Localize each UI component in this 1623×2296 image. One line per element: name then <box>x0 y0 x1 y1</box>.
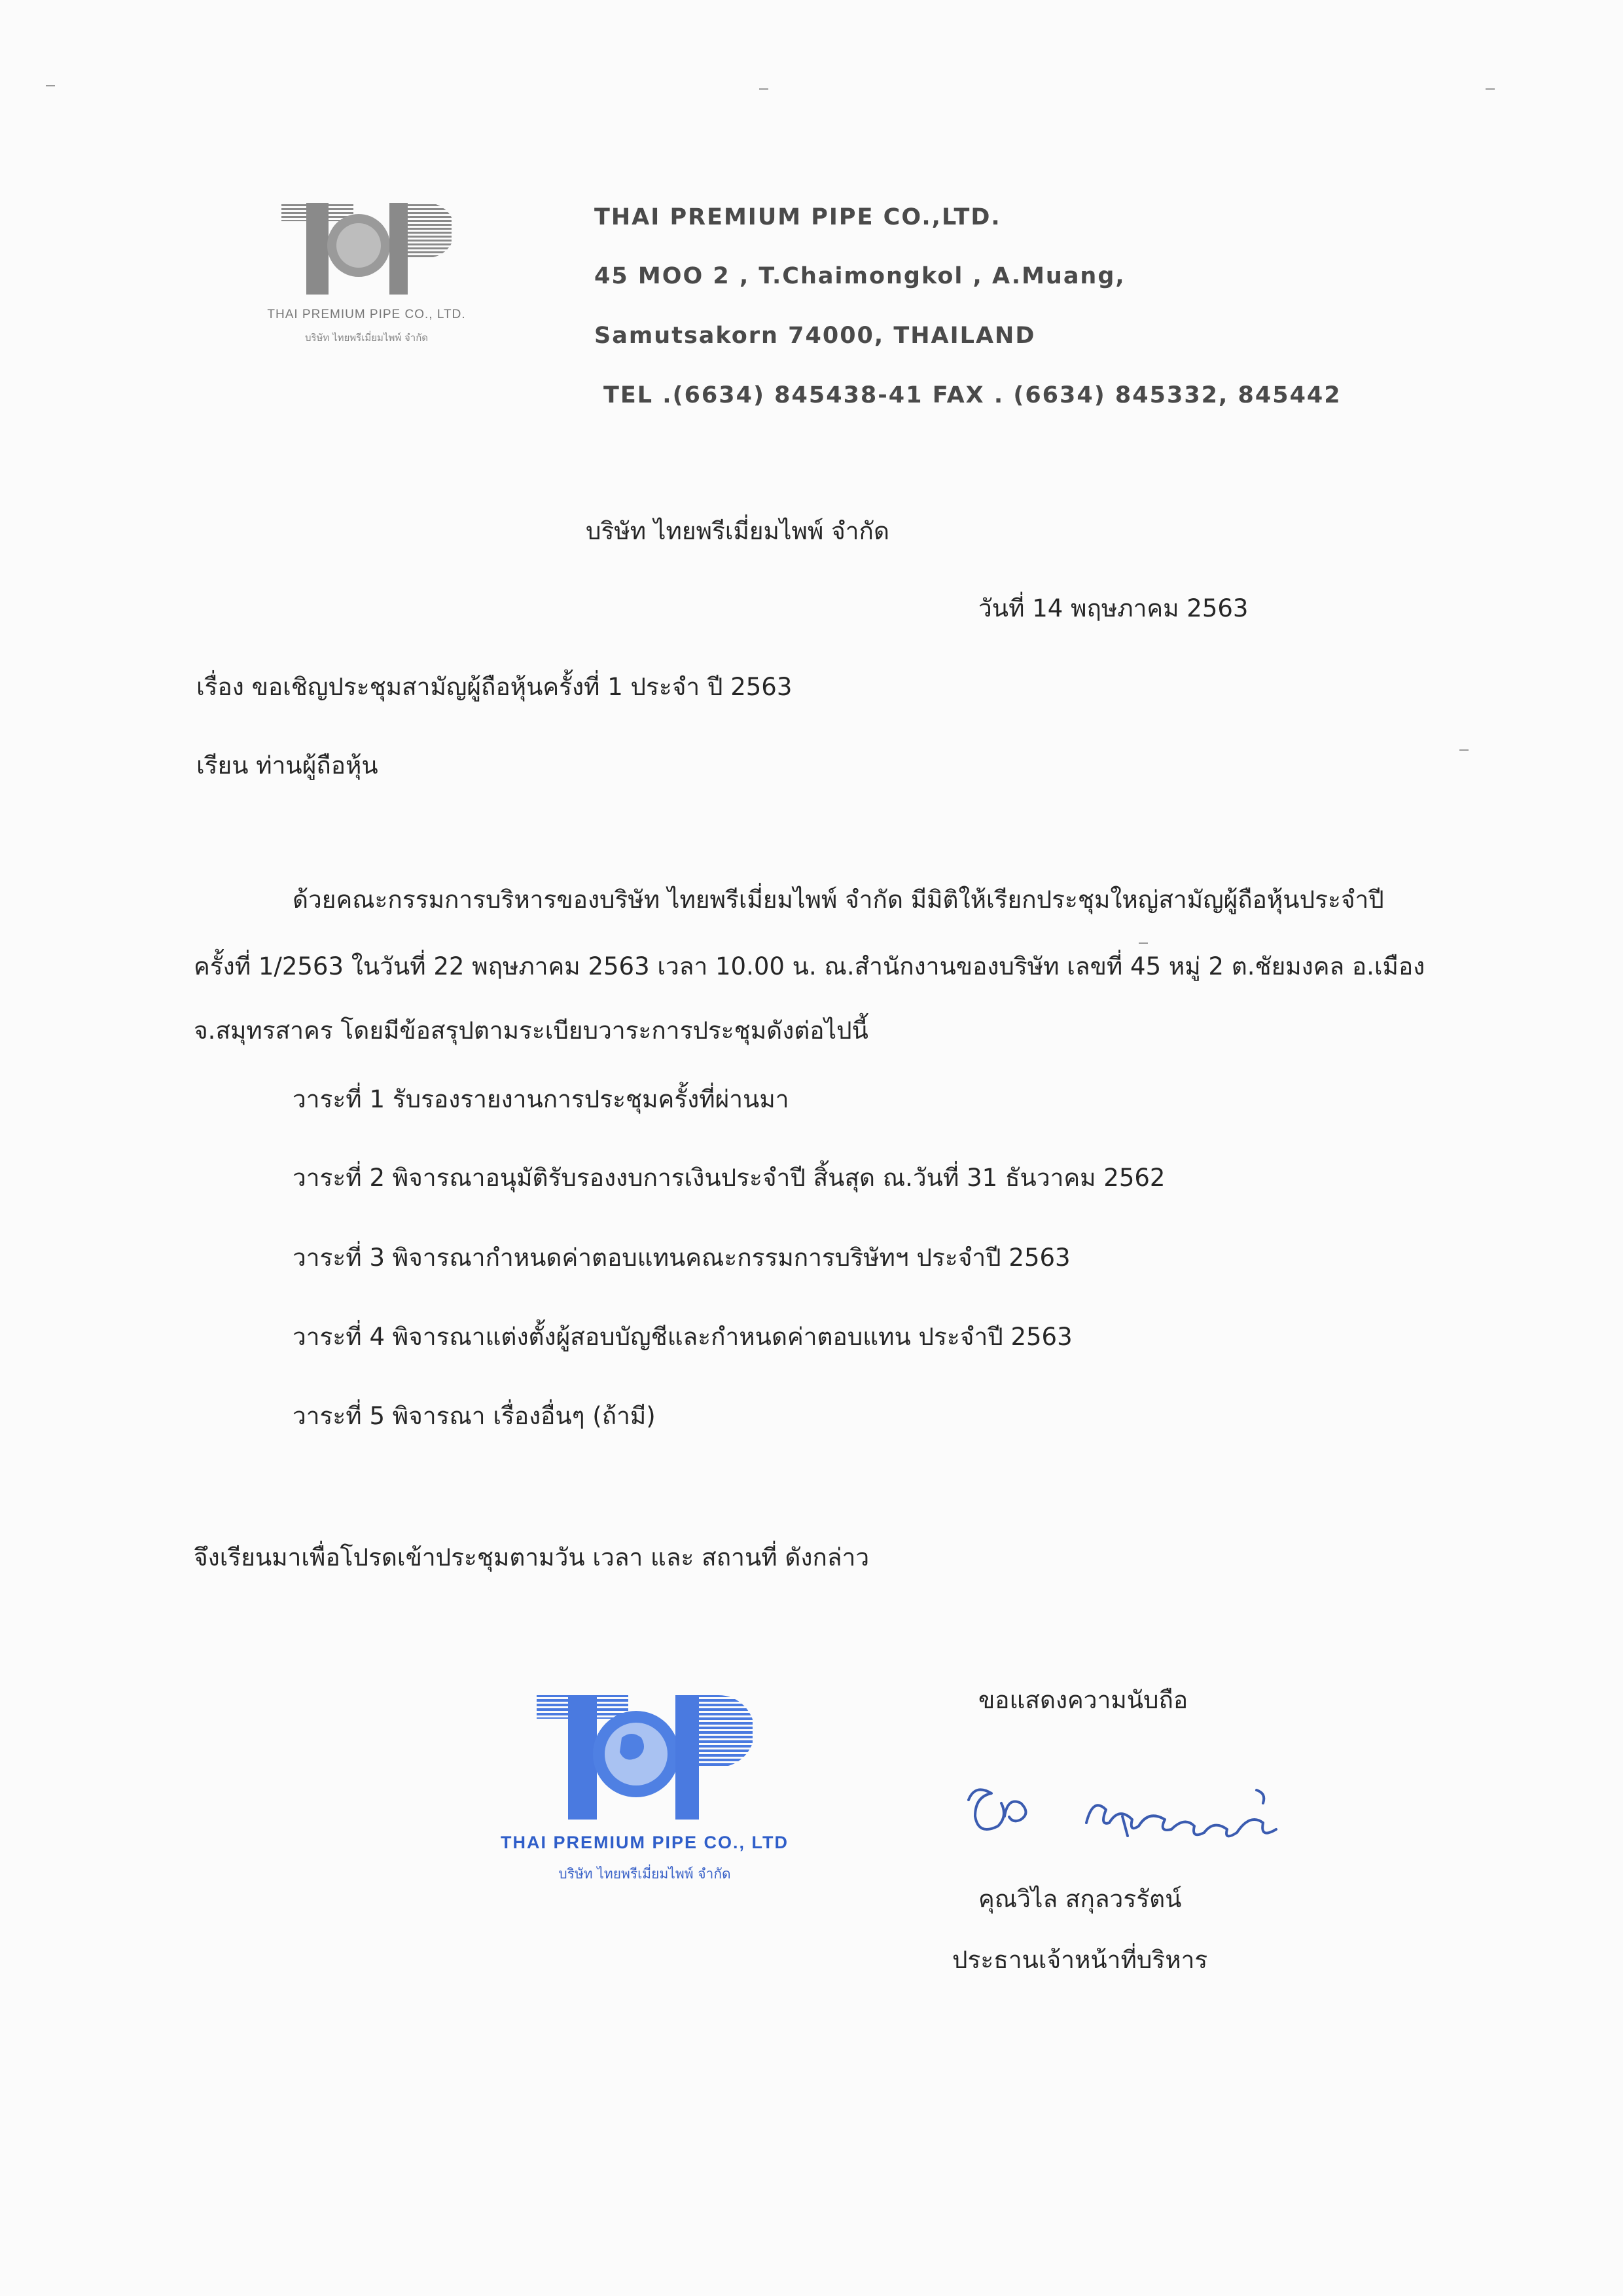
logo-company-name-th: บริษัท ไทยพรีเมี่ยมไพพ์ จำกัด <box>304 332 429 344</box>
agenda-item: วาระที่ 4 พิจารณาแต่งตั้งผู้สอบบัญชีและกำหนดค่าตอบแทน ประจำปี 2563 <box>293 1323 1073 1351</box>
agenda-item: วาระที่ 2 พิจารณาอนุมัติรับรองงบการเงินประจำปี สิ้นสุด ณ.วันที่ 31 ธันวาคม 2562 <box>293 1164 1166 1192</box>
agenda-item: วาระที่ 1 รับรองรายงานการประชุมครั้งที่ผ่านมา <box>293 1085 789 1113</box>
scan-speck <box>1139 942 1148 944</box>
letterhead-address-2: Samutsakorn 74000, THAILAND <box>594 323 1036 349</box>
letterhead-contact: TEL .(6634) 845438-41 FAX . (6634) 845332, 845442 <box>603 382 1342 408</box>
company-stamp <box>481 1685 808 1901</box>
signer-name: คุณวิไล สกุลวรรัตน์ <box>978 1885 1182 1913</box>
letter-subject: เรื่อง ขอเชิญประชุมสามัญผู้ถือหุ้นครั้งที่ 1 ประจำ ปี 2563 <box>196 673 793 701</box>
letter-date: วันที่ 14 พฤษภาคม 2563 <box>978 594 1249 622</box>
paragraph-line: ครั้งที่ 1/2563 ในวันที่ 22 พฤษภาคม 2563 เวลา 10.00 น. ณ.สำนักงานของบริษัท เลขที่ 45 หมู่ 2 ต.ชัยมงคล อ.เมือง <box>194 952 1425 980</box>
logo-company-name-en: THAI PREMIUM PIPE CO., LTD. <box>267 308 466 321</box>
scan-speck <box>46 85 55 86</box>
scan-speck <box>759 88 768 90</box>
stamp-company-name-th: บริษัท ไทยพรีเมี่ยมไพพ์ จำกัด <box>558 1866 731 1882</box>
scan-speck <box>1459 749 1469 751</box>
letterhead-address-1: 45 MOO 2 , T.Chaimongkol , A.Muang, <box>594 263 1126 289</box>
handwritten-signature <box>955 1761 1381 1852</box>
letter-regards: ขอแสดงความนับถือ <box>978 1686 1188 1714</box>
paragraph-line: ด้วยคณะกรรมการบริหารของบริษัท ไทยพรีเมี่ยมไพพ์ จำกัด มีมิติให้เรียกประชุมใหญ่สามัญผู้ถือหุ้นประจำปี <box>293 886 1384 914</box>
letter-closing: จึงเรียนมาเพื่อโปรดเข้าประชุมตามวัน เวลา และ สถานที่ ดังกล่าว <box>194 1543 870 1571</box>
signer-position: ประธานเจ้าหน้าที่บริหาร <box>952 1946 1208 1974</box>
agenda-item: วาระที่ 3 พิจารณากำหนดค่าตอบแทนคณะกรรมการบริษัทฯ ประจำปี 2563 <box>293 1244 1071 1272</box>
paragraph-line: จ.สมุทรสาคร โดยมีข้อสรุปตามระเบียบวาระการประชุมดังต่อไปนี้ <box>194 1016 868 1045</box>
letter-salutation: เรียน ท่านผู้ถือหุ้น <box>196 751 378 780</box>
company-name-th: บริษัท ไทยพรีเมี่ยมไพพ์ จำกัด <box>586 517 889 545</box>
agenda-item: วาระที่ 5 พิจารณา เรื่องอื่นๆ (ถ้ามี) <box>293 1402 656 1430</box>
tpp-logo-mark-gray <box>281 196 452 301</box>
scan-speck <box>1486 88 1495 90</box>
company-logo <box>236 196 497 367</box>
letterhead-company: THAI PREMIUM PIPE CO.,LTD. <box>594 204 1001 230</box>
stamp-company-name-en: THAI PREMIUM PIPE CO., LTD <box>500 1833 789 1852</box>
tpp-logo-mark-blue <box>537 1685 753 1829</box>
